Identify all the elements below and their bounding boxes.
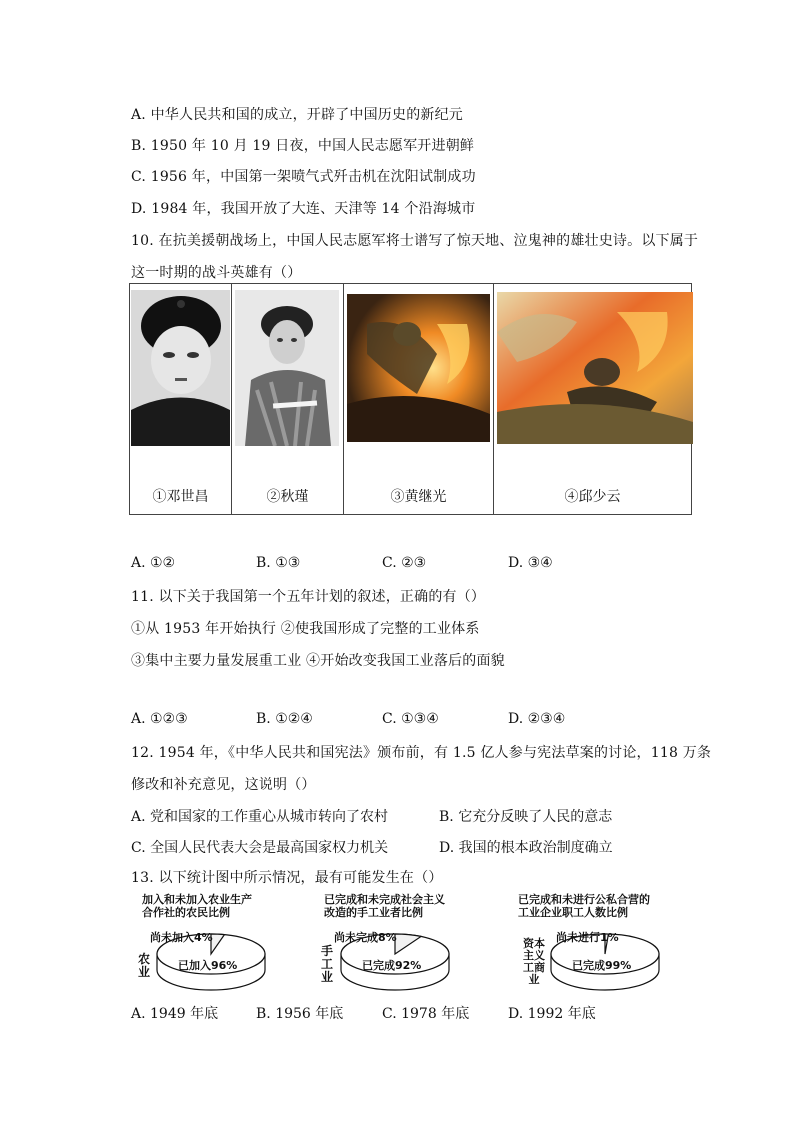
chart-1-slice-major-label: 已加入96%	[178, 959, 238, 972]
q9-option-d: D. 1984 年，我国开放了大连、天津等 14 个沿海城市	[131, 201, 476, 217]
q10-option-c: C. ②③	[382, 555, 427, 571]
q13-option-c: C. 1978 年底	[382, 1006, 470, 1022]
q11-option-c: C. ①③④	[382, 711, 439, 727]
hero-picture-table	[129, 283, 692, 515]
q10-stem-line1: 10. 在抗美援朝战场上，中国人民志愿军将士谱写了惊天地、泣鬼神的雄壮史诗。以下属于	[131, 233, 699, 249]
chart-1-title-line-2: 合作社的农民比例	[142, 906, 230, 919]
q12-stem-line1: 12. 1954 年，《中华人民共和国宪法》颁布前，有 1.5 亿人参与宪法草案的讨论，118 万条	[131, 745, 712, 761]
chart-2-side-label: 手工业	[320, 944, 333, 984]
caption-4: ④邱少云	[564, 489, 621, 505]
chart-2-title	[324, 893, 445, 919]
q9-option-a: A. 中华人民共和国的成立，开辟了中国历史的新纪元	[131, 107, 464, 123]
q13-option-b: B. 1956 年底	[256, 1006, 344, 1022]
q12-option-d: D. 我国的根本政治制度确立	[439, 840, 613, 856]
chart-1-slice-minor-label: 尚未加入4%	[150, 931, 213, 944]
caption-2: ②秋瑾	[266, 489, 309, 505]
q10-option-a: A. ①②	[131, 555, 176, 571]
caption-1: ①邓世昌	[152, 489, 209, 505]
q12-option-c: C. 全国人民代表大会是最高国家权力机关	[131, 840, 389, 856]
q11-statement-1: ①从 1953 年开始执行 ②使我国形成了完整的工业体系	[131, 621, 480, 637]
chart-3-title-line-2: 工业企业职工人数比例	[518, 906, 628, 919]
chart-3-slice-major-label: 已完成99%	[572, 959, 632, 972]
q12-option-b: B. 它充分反映了人民的意志	[439, 809, 613, 825]
q11-stem: 11. 以下关于我国第一个五年计划的叙述，正确的有（）	[131, 589, 486, 605]
q10-option-b: B. ①③	[256, 555, 301, 571]
chart-3-title-line-1: 已完成和未进行公私合营的	[518, 893, 650, 906]
portrait-qiu-jin	[235, 290, 339, 446]
caption-3: ③黄继光	[390, 489, 447, 505]
hero-cell-3	[344, 284, 494, 515]
painting-huang-jiguang	[347, 294, 490, 442]
q12-stem-line2: 修改和补充意见，这说明（）	[131, 777, 316, 793]
q11-option-b: B. ①②④	[256, 711, 313, 727]
chart-2-title-line-1: 已完成和未完成社会主义	[324, 893, 445, 906]
chart-1-title	[142, 893, 252, 919]
chart-1-title-line-1: 加入和未加入农业生产	[142, 893, 252, 906]
hero-cell-4	[494, 284, 692, 515]
hero-cell-2	[232, 284, 344, 515]
chart-3-side-label: 资本主义工商业	[523, 937, 545, 986]
chart-2-title-line-2: 改造的手工业者比例	[324, 906, 423, 919]
q10-stem-line2: 这一时期的战斗英雄有（）	[131, 265, 302, 281]
q13-option-a: A. 1949 年底	[131, 1006, 219, 1022]
chart-1-side-label: 农业	[137, 952, 150, 979]
portrait-deng-shichang	[131, 290, 230, 446]
q13-option-d: D. 1992 年底	[508, 1006, 596, 1022]
q9-option-c: C. 1956 年，中国第一架喷气式歼击机在沈阳试制成功	[131, 169, 476, 185]
chart-3-title	[518, 893, 650, 919]
q11-option-d: D. ②③④	[508, 711, 566, 727]
hero-cell-1	[130, 284, 232, 515]
chart-3-slice-minor-label: 尚未进行1%	[556, 931, 619, 944]
chart-2-slice-minor-label: 尚未完成8%	[334, 931, 397, 944]
q9-option-b: B. 1950 年 10 月 19 日夜，中国人民志愿军开进朝鲜	[131, 138, 475, 154]
q11-option-a: A. ①②③	[131, 711, 188, 727]
q12-option-a: A. 党和国家的工作重心从城市转向了农村	[131, 809, 389, 825]
q11-statement-2: ③集中主要力量发展重工业 ④开始改变我国工业落后的面貌	[131, 653, 505, 669]
painting-qiu-shaoyun	[497, 292, 693, 444]
q13-stem: 13. 以下统计图中所示情况，最有可能发生在（）	[131, 870, 443, 886]
chart-2-slice-major-label: 已完成92%	[362, 959, 422, 972]
q10-option-d: D. ③④	[508, 555, 553, 571]
